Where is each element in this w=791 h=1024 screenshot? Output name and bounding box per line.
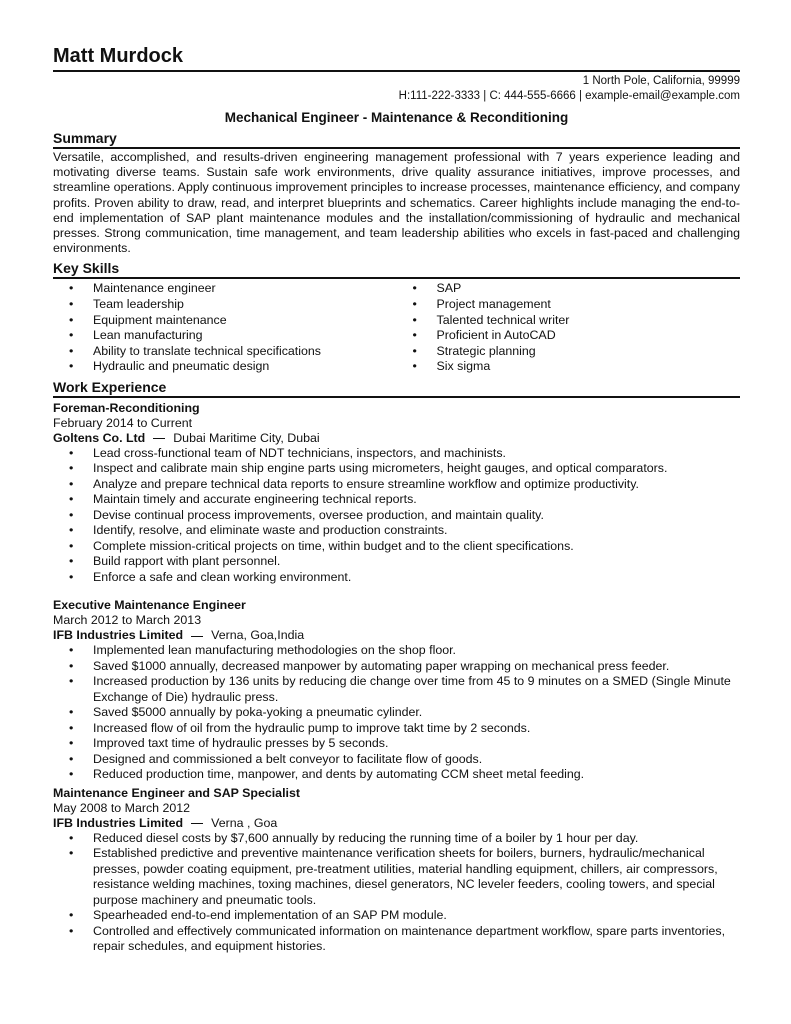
job-bullet: • Saved $5000 annually by poka-yoking a pneumatic cylinder. [53,705,740,721]
job-entry [53,598,740,783]
job-bullet: • Improved taxt time of hydraulic presses by 5 seconds. [53,736,740,752]
job-bullets [53,831,740,955]
job-bullet: • Controlled and effectively communicated information on maintenance department workflow, spare parts inventories, repair schedules, and equipment histories. [53,924,740,955]
job-entry [53,786,740,955]
skills-column-left [53,281,397,375]
section-divider [53,147,740,149]
job-bullet: • Implemented lean manufacturing methodologies on the shop floor. [53,643,740,659]
skill-item: • Proficient in AutoCAD [397,328,741,344]
job-bullet: • Reduced diesel costs by $7,600 annually by reducing the running time of a boiler by 1 hour per day. [53,831,740,847]
skill-item: • Equipment maintenance [53,313,397,329]
job-bullet: • Increased production by 136 units by reducing die change over time from 45 to 9 minutes on a SMED (Single Minute Exchange of Die) hydraulic press. [53,674,740,705]
summary-text: Versatile, accomplished, and results-driven engineering management professional with 7 years experience leading and motivating diverse teams. Sustain safe work environments, drive quality assurance initiatives, improve processes, and streamline operations. Apply continuous improvement principles to increase processes, maintenance efficiency, and company profits. Proven ability to draw, read, and interpret blueprints and schematics. Career highlights include managing the end-to-end implementation of SAP plant maintenance modules and the installation/commissioning of hydraulic and mechanical presses. Strong communication, time management, and team leadership abilities who excels in fast-paced and challenging environments. [53,150,740,256]
job-bullet: • Inspect and calibrate main ship engine parts using micrometers, height gauges, and optical comparators. [53,461,740,477]
company-name: IFB Industries Limited [53,628,184,643]
job-company-line [53,431,740,446]
job-title: Maintenance Engineer and SAP Specialist [53,785,300,800]
job-bullet: • Saved $1000 annually, decreased manpower by automating paper wrapping on mechanical press feeder. [53,659,740,675]
job-dates: February 2014 to Current [53,415,193,430]
job-title: Executive Maintenance Engineer [53,598,246,613]
job-company-line [53,816,740,831]
company-separator [153,438,165,439]
section-title-experience: Work Experience [53,378,167,395]
skill-item: • SAP [397,281,741,297]
address: 1 North Pole, California, 99999 [582,75,740,87]
skills-list [53,281,740,375]
job-bullet: • Established predictive and preventive maintenance verification sheets for boilers, burners, hydraulic/mechanical presses, powder coating equipment, pre-treatment utilities, material handling equipment, chillers, air compressors, resistance welding machines, toxing machines, diesel generators, NC leveler feeders, cooling towers, and special purpose machinery and pneumatic tools. [53,846,740,908]
job-dates: May 2008 to March 2012 [53,800,191,815]
job-bullets [53,643,740,783]
job-bullet: • Identify, resolve, and eliminate waste and production constraints. [53,523,740,539]
job-bullets [53,446,740,586]
skill-item: • Team leadership [53,297,397,313]
company-name: IFB Industries Limited [53,815,184,830]
skill-item: • Six sigma [397,359,741,375]
job-bullet: • Enforce a safe and clean working environment. [53,570,740,586]
company-separator [191,636,203,637]
job-bullet: • Reduced production time, manpower, and dents by automating CCM sheet metal feeding. [53,767,740,783]
header-divider [53,70,740,72]
job-title: Foreman-Reconditioning [53,400,200,415]
section-title-skills: Key Skills [53,260,120,277]
job-location: Dubai Maritime City, Dubai [173,430,320,445]
resume-page [53,44,740,955]
job-bullet: • Increased flow of oil from the hydraulic pump to improve takt time by 2 seconds. [53,721,740,737]
professional-headline: Mechanical Engineer - Maintenance & Reconditioning [224,110,569,125]
job-bullet: • Lead cross-functional team of NDT technicians, inspectors, and machinists. [53,446,740,462]
work-experience-list [53,401,740,955]
job-dates: March 2012 to March 2013 [53,613,202,628]
skill-item: • Ability to translate technical specifications [53,344,397,360]
job-bullet: • Maintain timely and accurate engineering technical reports. [53,492,740,508]
job-bullet: • Complete mission-critical projects on time, within budget and to the client specifications. [53,539,740,555]
section-divider [53,277,740,279]
job-company-line [53,628,740,643]
contact-line: H:111-222-3333 | C: 444-555-6666 | example-email@example.com [398,90,740,102]
skill-item: • Hydraulic and pneumatic design [53,359,397,375]
skills-column-right [397,281,741,375]
job-bullet: • Build rapport with plant personnel. [53,554,740,570]
job-bullet: • Devise continual process improvements, oversee production, and maintain quality. [53,508,740,524]
skill-item: • Lean manufacturing [53,328,397,344]
skill-item: • Project management [397,297,741,313]
job-bullet: • Spearheaded end-to-end implementation of an SAP PM module. [53,908,740,924]
contact-block [53,74,740,104]
job-bullet: • Analyze and prepare technical data reports to ensure streamline workflow and optimize productivity. [53,477,740,493]
job-bullet: • Designed and commissioned a belt conveyor to facilitate flow of goods. [53,752,740,768]
candidate-name: Matt Murdock [53,45,183,67]
section-divider [53,396,740,398]
skill-item: • Talented technical writer [397,313,741,329]
company-separator [191,823,203,824]
job-location: Verna, Goa,India [211,628,305,643]
skill-item: • Strategic planning [397,344,741,360]
job-entry [53,401,740,586]
section-title-summary: Summary [53,130,117,146]
company-name: Goltens Co. Ltd [53,430,146,445]
job-location: Verna , Goa [211,815,278,830]
skill-item: • Maintenance engineer [53,281,397,297]
